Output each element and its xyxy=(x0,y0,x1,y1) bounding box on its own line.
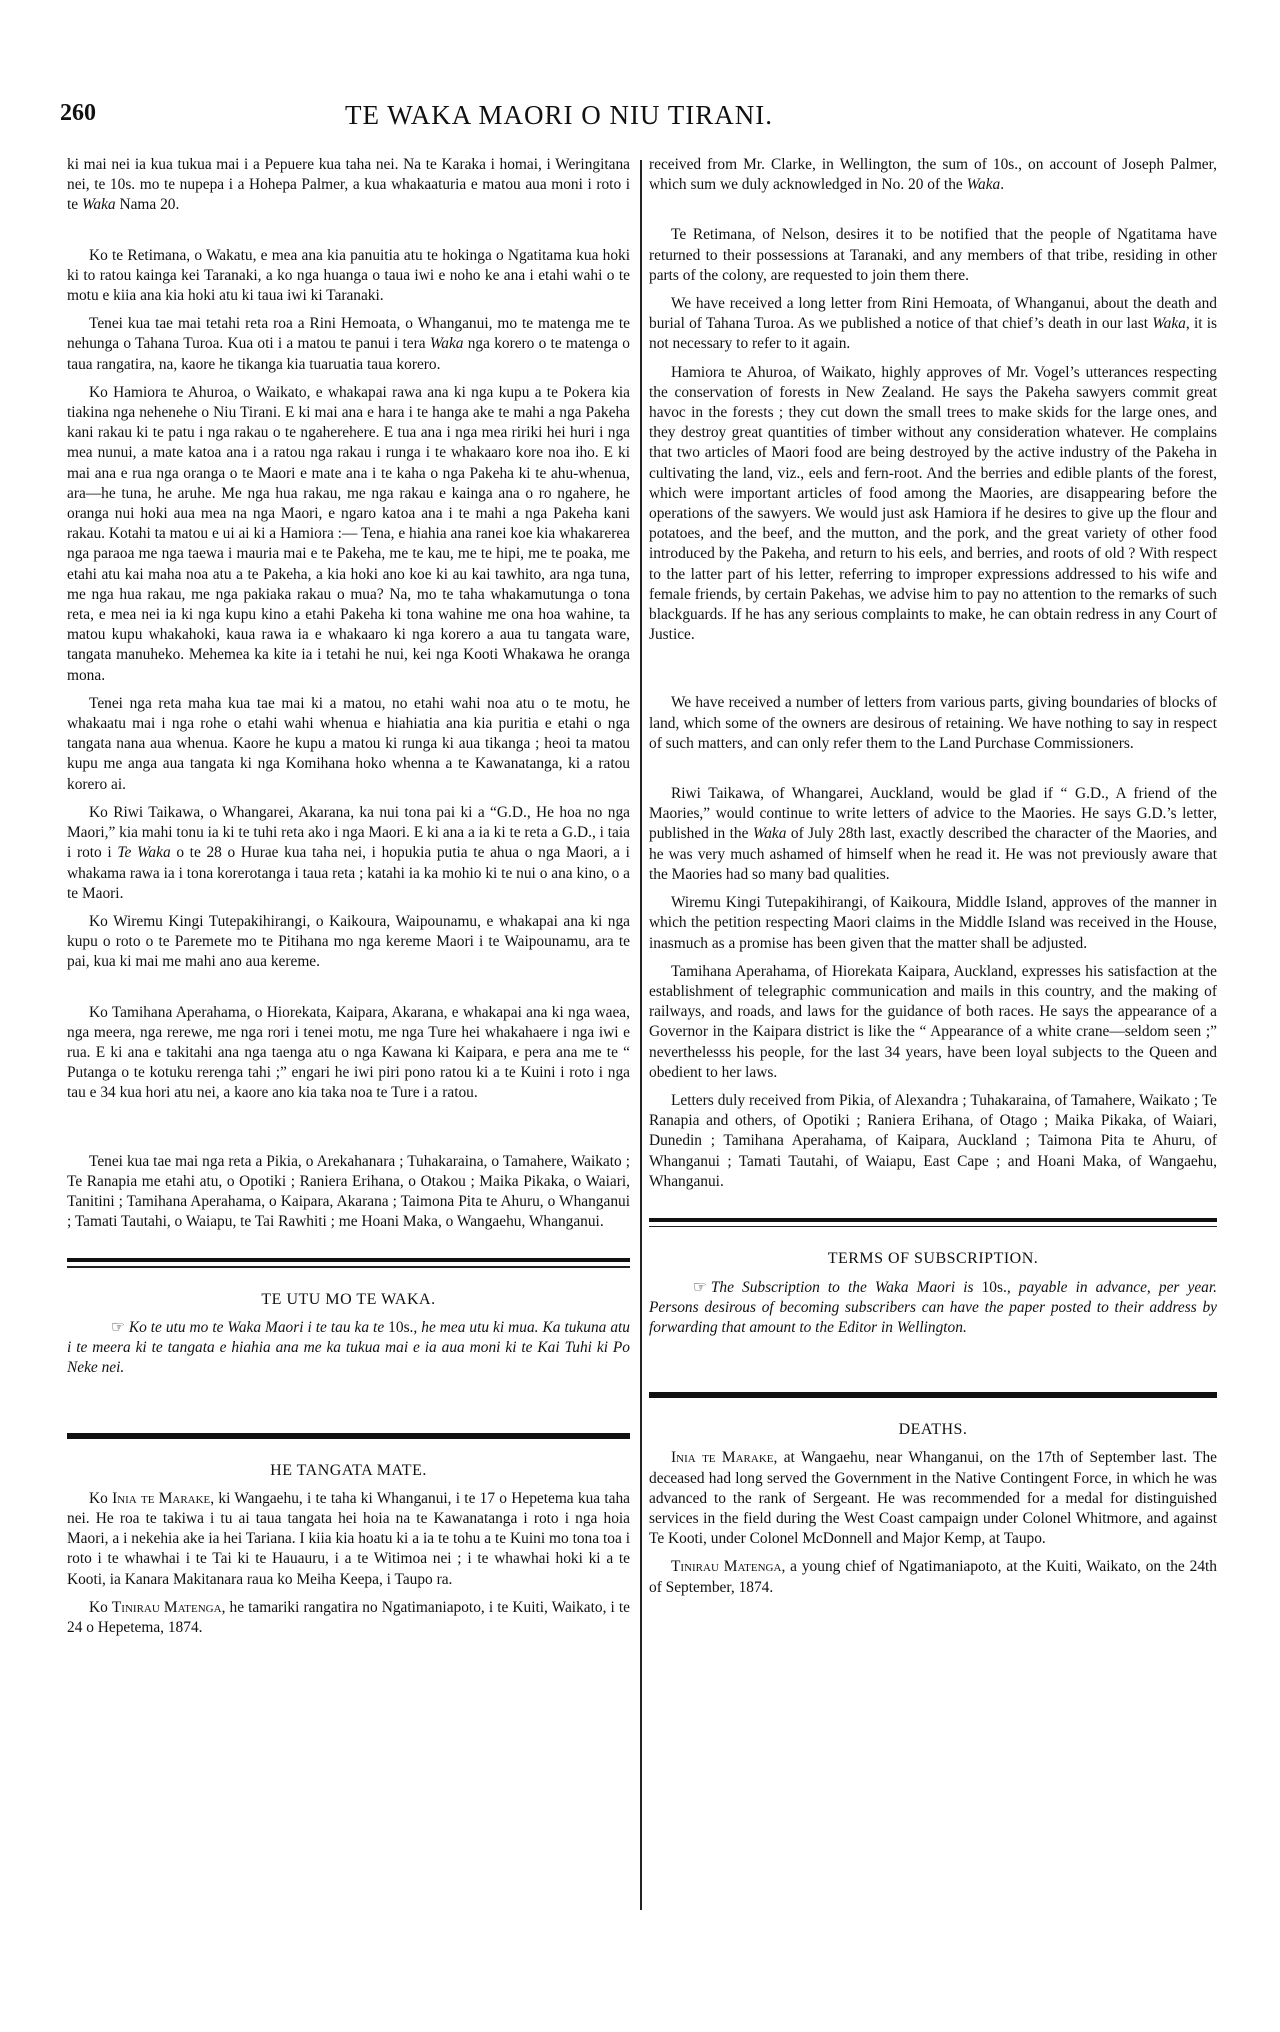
paragraph: ki mai nei ia kua tukua mai i a Pepuere kua taha nei. Na te Karaka i homai, i Weringitana nei, te 10s. mo te nupepa i a Hohepa Palmer, a kua whakaaturia e matou aua moni i roto i te Waka Nama 20. xyxy=(67,156,630,214)
deceased-name: Inia te Marake xyxy=(671,1449,774,1467)
english-column xyxy=(649,155,1217,1606)
paragraph: Ko te Retimana, o Wakatu, e mea ana kia panuitia atu te hokinga o Ngatitama kua hoki ki to ratou kainga kei Taranaki, a ko nga huanga o taua iwi e noho ke ana i etahi wahi o te motu e kiia ana kia hoki atu ki taua iwi ki Taranaki. xyxy=(67,246,630,305)
paragraph: Ko Hamiora te Ahuroa, o Waikato, e whakapai rawa ana ki nga kupu a te Pokera kia tiakina nga nehenehe o Niu Tirani. E ki mai ana e hara i te hanga ake te mahi a nga Pakeha kani rakau ki te patu i nga rakau o te ngaherehere. E tua ana i nga mea ririki hei huri i nga mea nunui, a mate katoa ana i a ratou nga rakau i runga i te whakaaro kore noa iho. E ki mai ana e rua nga oranga o te Maori e mate ana i te kaha o nga Pakeha ki te ahu-whenua, ara—he tuna, he aruhe. Me nga hua rakau, me nga rakau e kainga ana o ro ngahere, he oranga nui hoki aua mea na nga Maori, e ngaro katoa ana i te mahi a nga Pakeha kani rakau. Kotahi ta matou e ui ai ki a Hamiora :— Tena, e hiahia ana ranei koe kia whakarerea nga paraoa me nga taewa i mauria mai e te Pakeha, me te kau, me te hipi, me te poaka, me etahi atu kai maha noa atu a te Pakeha, a kia hoki ano koe ki au kai tawhito, ara nga tuna, me nga hua rakau, me nga pakiaka rakau o mua? Na, mo te taha whakamutunga o tona reta, e mea nei ia ki nga kupu kino a etahi Pakeha ki tona wahine me ona hoa wahine, ta matou kupu whakahoki, kaua rawa ia e whakaaro ki nga korero a aua tu tangata ware, tangata manuheko. Mehemea ka kite ia i tetahi he nui, kei nga Kooti Whakawa he oranga mona. xyxy=(67,383,630,684)
paragraph: We have received a number of letters from various parts, giving boundaries of blocks of land, which some of the owners are desirous of retaining. We have nothing to say in respect of such matters, and can only refer them to the Land Purchase Commissioners. xyxy=(649,694,1217,752)
section-title: TERMS OF SUBSCRIPTION. xyxy=(827,1250,1039,1268)
section-title: DEATHS. xyxy=(898,1421,968,1439)
paragraph: Wiremu Kingi Tutepakihirangi, of Kaikoura, Middle Island, approves of the manner in which the petition respecting Maori claims in the Middle Island was received in the House, inasmuch as a promise has been given that the matter shall be adjusted. xyxy=(649,894,1217,952)
paragraph: Tamihana Aperahama, of Hiorekata Kaipara, Auckland, expresses his satisfaction at the establishment of telegraphic communication and mails in this country, and the making of railways, and roads, and laws for the guidance of both races. He says the appearance of a Governor in the Kaipara district is like the “ Appearance of a white crane—seldom seen ;” neverthelesss his people, for the last 34 years, have been loyal subjects to the Queen and obedient to her laws. xyxy=(649,962,1217,1081)
subscription-notice: ☞ The Subscription to the Waka Maori is 10s., payable in advance, per year. Persons desirous of becoming subscribers can have the paper posted to their address by forwarding that amount to the Editor in Wellington. xyxy=(649,1278,1217,1337)
pointing-hand-icon: ☞ xyxy=(693,1278,707,1296)
section-title: TE UTU MO TE WAKA. xyxy=(261,1290,436,1308)
paragraph: Letters duly received from Pikia, of Alexandra ; Tuhakaraina, of Tamahere, Waikato ; Te Ranapia and others, of Opotiki ; Raniera Erihana, of Otago ; Maika Pikaka, of Waiari, Dunedin ; Tamihana Aperahama, of Kaipara, Auckland ; Taimona Pita te Ahuru, of Whanganui ; Tamati Tautahi, of Waiapu, East Cape ; and Hoani Maka, of Wangaehu, Whanganui. xyxy=(649,1091,1217,1190)
column-divider xyxy=(640,160,642,1910)
deceased-name: Tinirau Matenga xyxy=(111,1598,222,1616)
death-notice: Inia te Marake, at Wangaehu, near Whanganui, on the 17th of September last. The deceased had long served the Government in the Native Contingent Force, in which he was advanced to the rank of Sergeant. He was recommended for a medal for distinguished services in the field during the West Coast campaign under Colonel Whitmore, and against Te Kooti, under Colonel McDonnell and Major Kemp, at Taupo. xyxy=(649,1449,1217,1548)
paragraph: Tenei kua tae mai nga reta a Pikia, o Arekahanara ; Tuhakaraina, o Tamahere, Waikato ; Te Ranapia me etahi atu, o Opotiki ; Raniera Erihana, o Otakou ; Maika Pikaka, o Waiari, Tanitini ; Tamihana Aperahama, o Kaipara, Akarana ; Taimona Pita te Ahuru, o Whanganui ; Tamati Tautahi, o Waiapu, te Tai Rawhiti ; me Hoani Maka, o Wangaehu, Whanganui. xyxy=(67,1152,630,1231)
death-notice: Tinirau Matenga, a young chief of Ngatimaniapoto, at the Kuiti, Waikato, on the 24th of September, 1874. xyxy=(649,1558,1217,1596)
paragraph: Tenei nga reta maha kua tae mai ki a matou, no etahi wahi noa atu o te motu, he whakaatu mai i nga rohe o etahi wahi whenua e hiahiatia ana kia puritia e etahi o nga tangata nana aua whenua. Kaore he kupu a matou ki runga ki aua tikanga ; heoi ta matou kupu me anga aua tangata ki nga Komihana hoko whenna a te Kawanatanga, ki a ratou korero ai. xyxy=(67,694,630,793)
paragraph: Ko Wiremu Kingi Tutepakihirangi, o Kaikoura, Waipounamu, e whakapai ana ki nga kupu o roto o te Paremete mo te Pitihana mo nga kereme Maori i te Waipounamu, ara te pai, kua ki mai me mahi ano aua kereme. xyxy=(67,912,630,971)
paragraph: Ko Riwi Taikawa, o Whangarei, Akarana, ka nui tona pai ki a “G.D., He hoa no nga Maori,” kia mahi tonu ia ki te tuhi reta ako i nga Maori. E ki ana a ia ki te reta a G.D., i taia i roto i Te Waka o te 28 o Hurae kua taha nei, i hopukia putia te ahua o nga Maori, a i whakama rawa ia i tona korerotanga i taua reta ; katahi ia ka mohio ki te nui o ana kino, o a te Maori. xyxy=(67,803,630,902)
paragraph: received from Mr. Clarke, in Wellington, the sum of 10s., on account of Joseph Palmer, which sum we duly acknowledged in No. 20 of the Waka. xyxy=(649,156,1217,194)
thick-rule xyxy=(67,1433,630,1439)
masthead-title: TE WAKA MAORI O NIU TIRANI. xyxy=(345,100,773,130)
double-rule xyxy=(67,1258,630,1268)
deceased-name: Inia te Marake xyxy=(112,1489,211,1507)
deceased-name: Tinirau Matenga xyxy=(671,1558,782,1576)
thick-rule xyxy=(649,1392,1217,1398)
death-notice: Ko Inia te Marake, ki Wangaehu, i te taha ki Whanganui, i te 17 o Hepetema kua taha nei. He roa te takiwa i tu ai taua tangata hei hoia na te Kawanatanga i roto i nga hoia Maori, a i nekehia ake ia hei Tariana. I kiia kia hoatu ki a ia te tohu a te Kuini mo tona toa i roto i te whawhai i te Tai ki te Hauauru, i a te Witimoa nei ; i te whawhai hoki ki a te Kooti, ia Kanara Makitanara raua ko Meiha Keepa, i Taupo ra. xyxy=(67,1489,630,1588)
maori-column xyxy=(67,155,630,1646)
page-number: 260 xyxy=(60,100,96,126)
paragraph: Hamiora te Ahuroa, of Waikato, highly approves of Mr. Vogel’s utterances respecting the conservation of forests in New Zealand. He says the Pakeha sawyers commit great havoc in the forests ; they cut down the small trees to make skids for the large ones, and they destroy great quantities of timber without any consideration whatever. He complains that two articles of Maori food are being destroyed by the active industry of the Pakeha in cultivating the land, viz., eels and fern-root. And the berries and edible plants of the forest, which were important articles of food among the Maories, are disappearing before the operations of the sawyers. We would just ask Hamiora if he desires to give up the flour and potatoes, and the beef, and the mutton, and the pork, and the great variety of other food introduced by the Pakeha, and return to his eels, and berries, and roots of old ? With respect to the latter part of his letter, referring to improper expressions addressed to his wife and female friends, by certain Pakehas, we advise him to pay no attention to the remarks of such blackguards. If he has any serious complaints to make, he can obtain redress in any Court of Justice. xyxy=(649,363,1217,644)
double-rule xyxy=(649,1218,1217,1228)
paragraph: Riwi Taikawa, of Whangarei, Auckland, would be glad if “ G.D., A friend of the Maories,” would continue to write letters of advice to the Maories. He says G.D.’s letter, published in the Waka of July 28th last, exactly described the character of the Maories, and he was very much ashamed of himself when he read it. He was not previously aware that the Maories had so many bad qualities. xyxy=(649,785,1217,883)
paragraph: Ko Tamihana Aperahama, o Hiorekata, Kaipara, Akarana, e whakapai ana ki nga waea, nga meera, nga rerewe, me nga rori i tenei motu, me nga Ture hei whakahaere i nga iwi e rua. E ki ana e takitahi ana nga taenga atu o nga Kawana ki Kaipara, e pera ana me te “ Putanga o te kotuku rerenga tahi ;” engari he iwi piri pono ratou ki a te Kuini i roto i nga tau e 34 kua hori atu nei, a kaore ano kia taka noa te Ture i a ratou. xyxy=(67,1003,630,1102)
pointing-hand-icon: ☞ xyxy=(111,1319,125,1337)
italic-waka: Waka xyxy=(81,196,116,214)
paragraph: We have received a long letter from Rini Hemoata, of Whanganui, about the death and burial of Tahana Turoa. As we published a notice of that chief’s death in our last Waka, it is not necessary to refer to it again. xyxy=(649,295,1217,353)
section-title: HE TANGATA MATE. xyxy=(270,1461,427,1479)
subscription-notice: ☞ Ko te utu mo te Waka Maori i te tau ka te 10s., he mea utu ki mua. Ka tukuna atu i te meera ki te tangata e hiahia ana me ka tukua mai e ia aua moni ki te Kai Tuhi ki Po Neke nei. xyxy=(67,1319,630,1377)
death-notice: Ko Tinirau Matenga, he tamariki rangatira no Ngatimaniapoto, i te Kuiti, Waikato, i te 24 o Hepetema, 1874. xyxy=(67,1598,630,1637)
paragraph: Te Retimana, of Nelson, desires it to be notified that the people of Ngatitama have returned to their possessions at Taranaki, and any members of that tribe, residing in other parts of the colony, are requested to join them there. xyxy=(649,226,1217,284)
paragraph: Tenei kua tae mai tetahi reta roa a Rini Hemoata, o Whanganui, mo te matenga me te nehunga o Tahana Turoa. Kua oti i a matou te panui i tera Waka nga korero o te matenga o taua rangatira, na, kaore he tikanga kia tuaruatia taua korero. xyxy=(67,315,630,373)
